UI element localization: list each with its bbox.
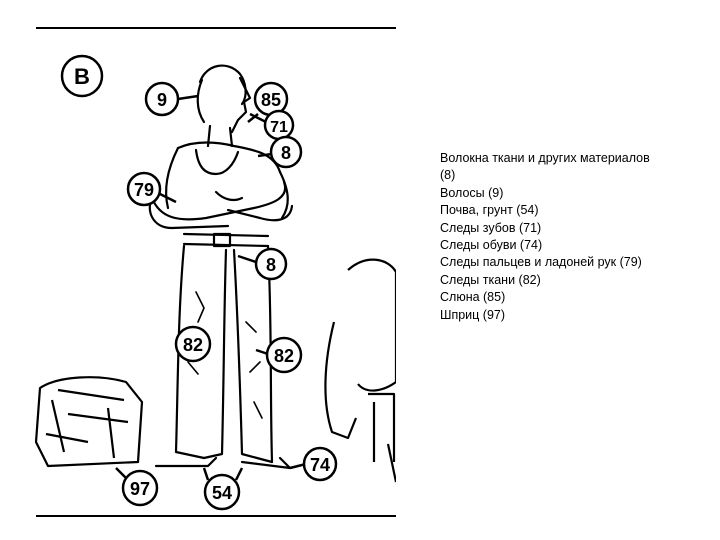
svg-text:74: 74 xyxy=(309,455,331,475)
marker-8-lower xyxy=(238,249,286,279)
svg-text:54: 54 xyxy=(211,483,233,503)
marker-82-right xyxy=(256,338,301,372)
marker-82-left xyxy=(176,327,210,361)
bag-on-floor xyxy=(36,377,142,466)
legend-item: Почва, грунт (54) xyxy=(440,203,539,218)
svg-text:9: 9 xyxy=(156,90,168,110)
legend-item: Слюна (85) xyxy=(440,290,506,305)
marker-79 xyxy=(128,173,176,205)
svg-text:71: 71 xyxy=(270,119,288,136)
marker-54 xyxy=(204,468,242,509)
illustration-canvas xyxy=(28,22,396,524)
marker-74 xyxy=(290,448,336,480)
marker-97 xyxy=(116,468,157,505)
legend-item: Следы зубов (71) xyxy=(440,220,542,235)
svg-text:79: 79 xyxy=(133,180,155,200)
svg-text:97: 97 xyxy=(129,479,151,499)
svg-text:8: 8 xyxy=(265,255,277,275)
panel-letter-badge xyxy=(62,56,102,96)
legend-item: Волокна ткани и других материалов (8) xyxy=(440,151,650,183)
svg-text:82: 82 xyxy=(273,346,295,366)
panel-letter: В xyxy=(74,64,90,89)
evidence-legend-list xyxy=(440,150,665,324)
svg-text:82: 82 xyxy=(182,335,204,355)
legend-item: Следы ткани (82) xyxy=(440,272,541,287)
legend-item: Следы обуви (74) xyxy=(440,238,543,253)
legend-item: Шприц (97) xyxy=(440,307,506,322)
legend-item: Волосы (9) xyxy=(440,185,504,200)
svg-text:8: 8 xyxy=(280,143,292,163)
legend-item: Следы пальцев и ладоней рук (79) xyxy=(440,255,642,270)
marker-9 xyxy=(146,83,198,115)
marker-8-upper xyxy=(258,137,301,167)
forensic-evidence-illustration xyxy=(28,22,396,524)
seated-person xyxy=(325,260,396,482)
svg-text:85: 85 xyxy=(260,90,282,110)
